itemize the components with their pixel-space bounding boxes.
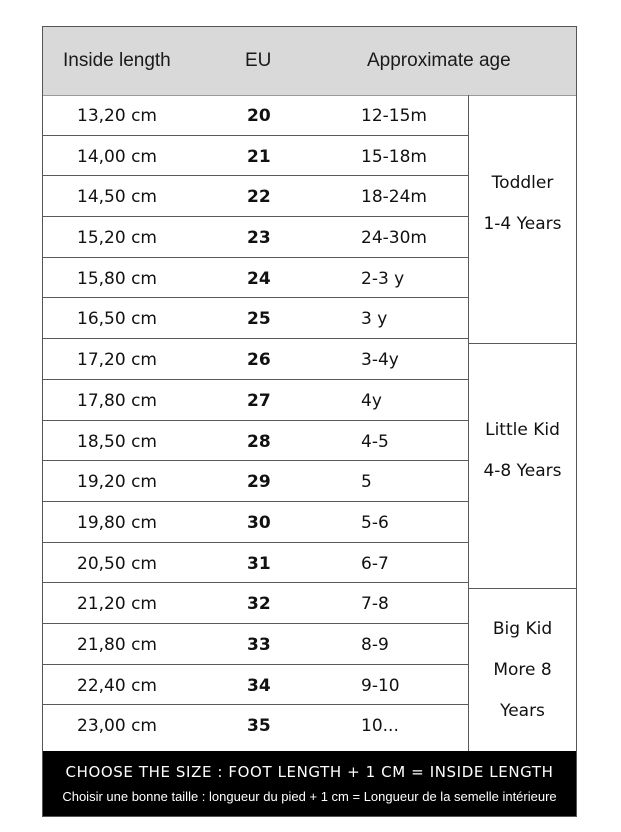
age-cell: 18-24m [361, 187, 427, 208]
age-cell: 4y [361, 390, 382, 411]
inside-length-cell: 16,50 cm [77, 309, 157, 330]
inside-length-cell: 22,40 cm [77, 675, 157, 696]
footer-banner [43, 751, 576, 816]
group-age-range: More 8 [493, 659, 552, 680]
eu-size-cell: 31 [247, 553, 271, 574]
eu-size-cell: 23 [247, 228, 271, 249]
group-big-kid [469, 589, 576, 751]
size-chart [42, 26, 577, 817]
header-approximate-age: Approximate age [367, 50, 511, 71]
eu-size-cell: 34 [247, 675, 271, 696]
age-cell: 15-18m [361, 146, 427, 167]
inside-length-cell: 17,80 cm [77, 390, 157, 411]
age-cell: 9-10 [361, 675, 400, 696]
footer-french-text: Choisir une bonne taille : longueur du pied + 1 cm = Longueur de la semelle intérieure [62, 789, 557, 804]
eu-size-cell: 20 [247, 106, 271, 126]
eu-size-cell: 27 [247, 390, 271, 411]
table-row [43, 583, 468, 624]
inside-length-cell: 13,20 cm [77, 106, 157, 126]
eu-size-cell: 22 [247, 187, 271, 208]
age-cell: 4-5 [361, 431, 389, 452]
table-row [43, 258, 468, 299]
size-rows [43, 95, 468, 746]
table-row [43, 543, 468, 584]
eu-size-cell: 30 [247, 512, 271, 533]
eu-size-cell: 24 [247, 268, 271, 289]
age-cell: 3 y [361, 309, 388, 330]
eu-size-cell: 29 [247, 472, 271, 493]
eu-size-cell: 35 [247, 716, 271, 737]
header-inside-length: Inside length [63, 50, 171, 71]
header-eu: EU [245, 50, 272, 71]
table-row [43, 217, 468, 258]
inside-length-cell: 21,20 cm [77, 594, 157, 615]
group-label: Little Kid [485, 420, 560, 440]
group-little-kid [469, 344, 576, 588]
table-row [43, 705, 468, 746]
inside-length-cell: 18,50 cm [77, 431, 157, 452]
inside-length-cell: 14,50 cm [77, 187, 157, 208]
inside-length-cell: 19,20 cm [77, 472, 157, 493]
age-cell: 6-7 [361, 553, 389, 574]
group-age-range-unit: Years [500, 700, 545, 721]
table-header [43, 27, 576, 96]
inside-length-cell: 23,00 cm [77, 716, 157, 737]
age-cell: 8-9 [361, 634, 389, 655]
table-row [43, 176, 468, 217]
age-cell: 10... [361, 716, 399, 737]
age-cell: 7-8 [361, 594, 389, 615]
table-row [43, 421, 468, 462]
eu-size-cell: 28 [247, 431, 271, 452]
inside-length-cell: 17,20 cm [77, 350, 157, 371]
inside-length-cell: 21,80 cm [77, 634, 157, 655]
inside-length-cell: 20,50 cm [77, 553, 157, 574]
eu-size-cell: 32 [247, 594, 271, 615]
table-row [43, 95, 468, 136]
group-label: Toddler [491, 173, 554, 193]
group-age-range: 1-4 Years [483, 214, 562, 234]
table-row [43, 461, 468, 502]
inside-length-cell: 19,80 cm [77, 512, 157, 533]
inside-length-cell: 15,20 cm [77, 228, 157, 249]
group-age-range: 4-8 Years [483, 461, 562, 481]
table-row [43, 136, 468, 177]
table-row [43, 298, 468, 339]
table-row [43, 380, 468, 421]
eu-size-cell: 33 [247, 634, 271, 655]
eu-size-cell: 26 [247, 350, 271, 371]
table-row [43, 339, 468, 380]
inside-length-cell: 14,00 cm [77, 146, 157, 167]
age-cell: 24-30m [361, 228, 427, 249]
age-cell: 3-4y [361, 350, 399, 371]
table-row [43, 665, 468, 706]
age-cell: 2-3 y [361, 268, 405, 289]
group-label: Big Kid [492, 618, 553, 639]
age-cell: 5 [361, 472, 372, 493]
table-row [43, 502, 468, 543]
table-row [43, 624, 468, 665]
inside-length-cell: 15,80 cm [77, 268, 157, 289]
footer-english-text: CHOOSE THE SIZE : FOOT LENGTH + 1 CM = INSIDE LENGTH [65, 763, 554, 781]
group-toddler [469, 95, 576, 343]
age-cell: 12-15m [361, 106, 427, 126]
age-cell: 5-6 [361, 512, 389, 533]
eu-size-cell: 21 [247, 146, 271, 167]
eu-size-cell: 25 [247, 309, 271, 330]
